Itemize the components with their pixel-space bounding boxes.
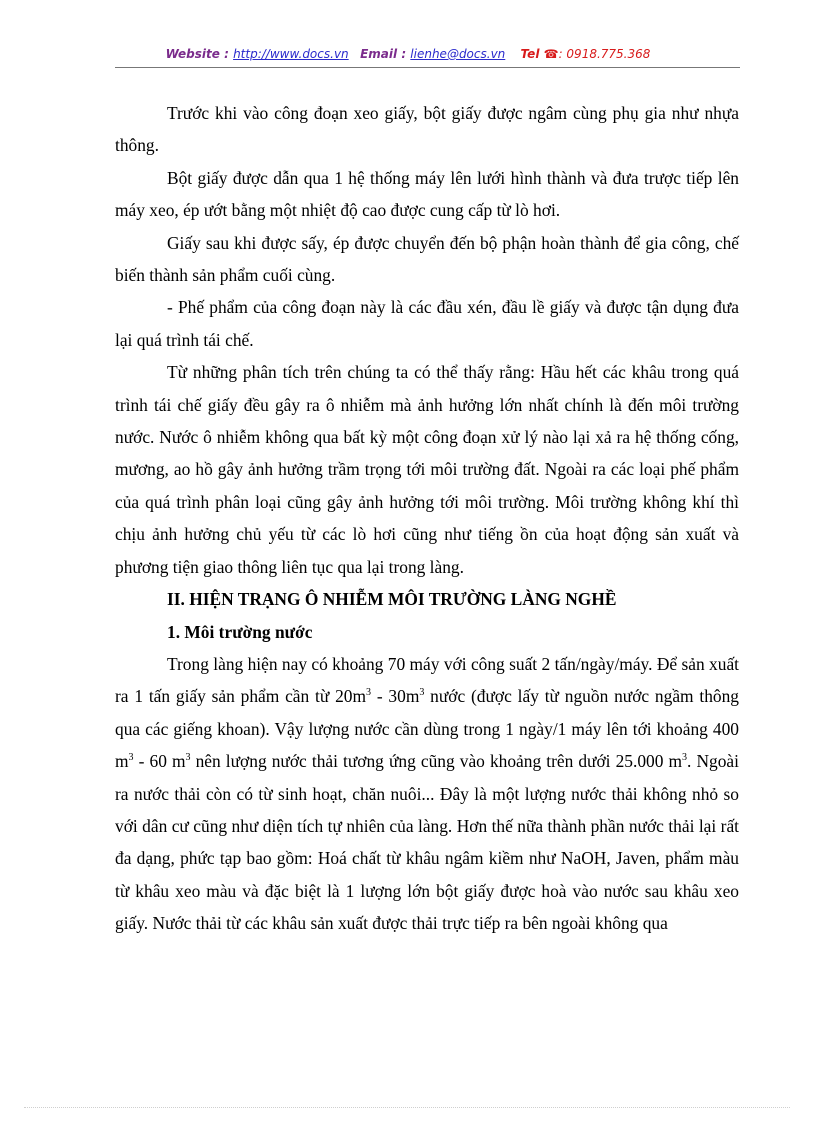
website-link[interactable]: http://www.docs.vn: [233, 47, 349, 61]
p6-text-4: - 60 m: [133, 751, 186, 772]
paragraph-1: Trước khi vào công đoạn xeo giấy, bột giấy được ngâm cùng phụ gia như nhựa thông.: [115, 103, 739, 156]
superscript-3: 3: [419, 687, 425, 699]
website-sep: :: [219, 47, 234, 61]
page-header: [0, 47, 816, 61]
paragraph-6: [115, 648, 739, 940]
paragraph-4: - Phế phẩm của công đoạn này là các đầu xén, đầu lề giấy và được tận dụng đưa lại quá trình tái chế.: [115, 297, 739, 350]
paragraph-2: Bột giấy được dẫn qua 1 hệ thống máy lên lưới hình thành và đưa trược tiếp lên máy xeo, ép ướt bằng một nhiệt độ cao được cung cấp từ lò hơi.: [115, 167, 739, 221]
website-label: Website: [165, 47, 220, 61]
superscript-3: 3: [128, 752, 134, 764]
p6-text-1: Trong làng hiện nay có khoảng 70 máy với công suất 2 tấn/ngày/máy. Để sản xuất ra 1 tấn giấy sản phẩm cần từ 20m: [115, 653, 739, 707]
email-sep: :: [397, 47, 411, 61]
tel-label: Tel ☎: [520, 47, 559, 61]
document-body: [115, 97, 739, 940]
email-label: Email: [360, 47, 398, 61]
paragraph-3: Giấy sau khi được sấy, ép được chuyển đến bộ phận hoàn thành để gia công, chế biến thành sản phẩm cuối cùng.: [115, 232, 739, 286]
header-divider: [115, 67, 740, 68]
p6-text-6: . Ngoài ra nước thải còn có từ sinh hoạt, chăn nuôi... Đây là một lượng nước thải không nhỏ so với dân cư cũng như diện tích tự nhiên của làng. Hơn thế nữa thành phần nước thải lại rất đa dạng, phức tạp bao gồm: Hoá chất từ khâu ngâm kiềm như NaOH, Javen, phẩm màu từ khâu xeo màu và đặc biệt là 1 lượng lớn bột giấy được hoà vào nước sau khâu xeo giấy. Nước thải từ các khâu sản xuất được thải trực tiếp ra bên ngoài không qua: [115, 751, 739, 934]
email-link[interactable]: lienhe@docs.vn: [410, 47, 506, 61]
footer-divider: [24, 1107, 790, 1108]
superscript-3: 3: [682, 752, 688, 764]
paragraph-5: Từ những phân tích trên chúng ta có thể thấy rằng: Hầu hết các khâu trong quá trình tái chế giấy đều gây ra ô nhiễm mà ảnh hưởng lớn nhất chính là đến môi trường nước. Nước ô nhiễm không qua bất kỳ một công đoạn xử lý nào lại xả ra hệ thống cống, mương, ao hồ gây ảnh hưởng trầm trọng tới môi trường đất. Ngoài ra các loại phế phẩm của quá trình phân loại cũng gây ảnh hưởng tới môi trường. Môi trường không khí thì chịu ảnh hưởng chủ yếu từ các lò hơi cũng như tiếng ồn của hoạt động sản xuất và phương tiện giao thông liên tục qua lại trong làng.: [115, 362, 739, 577]
p6-text-3: nước (được lấy từ nguồn nước ngầm thông qua các giếng khoan). Vậy lượng nước cần dùng trong 1 ngày/1 máy lên tới khoảng 400 m: [115, 686, 739, 772]
subsection-heading: 1. Môi trường nước: [167, 621, 313, 642]
superscript-3: 3: [185, 752, 191, 764]
p6-text-5: nên lượng nước thải tương ứng cũng vào khoảng trên dưới 25.000 m: [190, 751, 683, 772]
section-heading: II. HIỆN TRẠNG Ô NHIỄM MÔI TRƯỜNG LÀNG NGHỀ: [167, 589, 617, 610]
p6-text-2: - 30m: [371, 686, 420, 707]
superscript-3: 3: [366, 687, 372, 699]
tel-number: : 0918.775.368: [558, 47, 651, 61]
